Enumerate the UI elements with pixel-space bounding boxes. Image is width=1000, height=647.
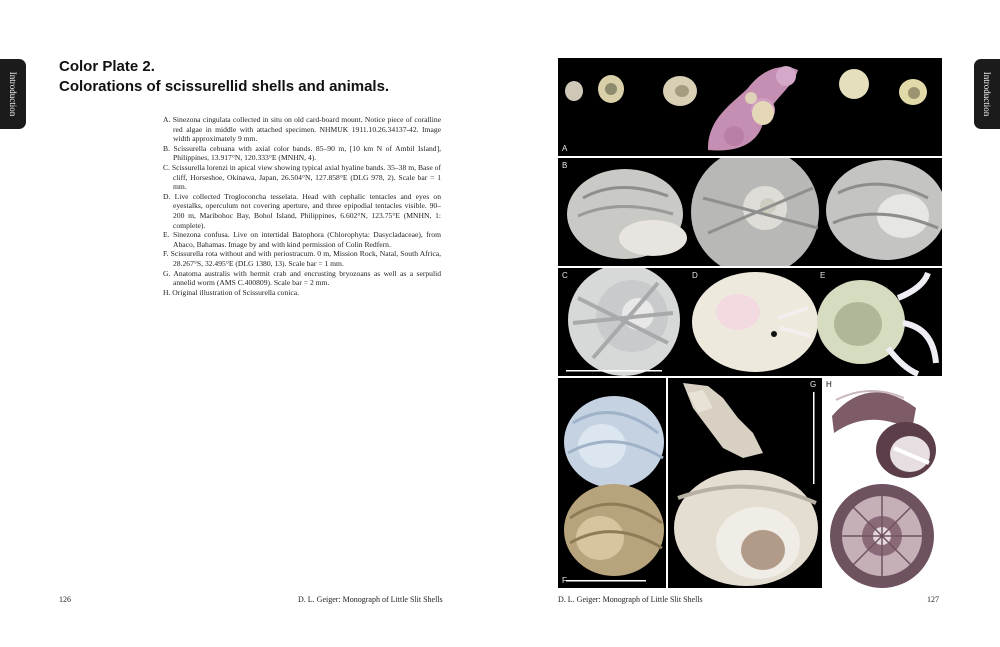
page-number-left: 126: [59, 595, 71, 604]
panel-g: [668, 378, 822, 588]
caption-list: [163, 115, 441, 297]
panel-f-image: [558, 378, 666, 588]
panel-f: [558, 378, 666, 588]
panel-a-image: [558, 58, 942, 156]
running-head-left: D. L. Geiger: Monograph of Little Slit Shells: [298, 595, 443, 604]
caption-g: G. Anatoma australis with hermit crab and encrusting bryozoans as well as a serpulid annelid worm (AMS C.400809). Scale bar = 2 mm.: [163, 268, 441, 288]
panel-cde: [558, 268, 942, 376]
panel-h: [824, 378, 942, 588]
panel-c-label: C: [562, 271, 568, 280]
panel-b: [558, 158, 942, 266]
caption-f: F. Scissurella rota without and with periostracum. 0 m, Mission Rock, Natal, South Africa, 28.267°S, 32.495°E (DLG 1380, 13). Scale bar = 1 mm.: [163, 249, 441, 268]
running-head-right: D. L. Geiger: Monograph of Little Slit Shells: [558, 595, 703, 604]
panel-b-label: B: [562, 161, 568, 170]
caption-d: D. Live collected Trogloconcha tesselata. Head with cephalic tentacles and eyes on eyestalks, operculum not covering aperture, and three epipodial tentacles visible. 90–200 m, Maribohoc Bay, Bohol Island, Philippines, 6.602°N, 123.75°E (MNHN, 1: complete).: [163, 191, 441, 230]
section-tab-left: [0, 59, 26, 129]
plate-title: [59, 57, 509, 97]
panel-d-label: D: [692, 271, 698, 280]
panel-b-image: [558, 158, 942, 266]
plate-title-line2: Colorations of scissurellid shells and animals.: [59, 78, 390, 95]
section-tab-right: [974, 59, 1000, 129]
caption-h: H. Original illustration of Scissurella conica.: [163, 287, 300, 297]
panel-g-label: G: [810, 380, 817, 389]
page-number-right: 127: [927, 595, 939, 604]
section-tab-left-label: Introduction: [8, 71, 18, 117]
panel-a: [558, 58, 942, 156]
panel-a-label: A: [562, 144, 568, 153]
panel-h-label: H: [826, 380, 832, 389]
panel-g-image: [668, 378, 822, 588]
panel-f-label: F: [562, 576, 567, 585]
panel-e-label: E: [820, 271, 826, 280]
panel-h-image: [824, 378, 942, 588]
caption-b: B. Scissurella cebuana with axial color bands. 85–90 m, [10 km N of Ambil Island], Philippines, 13.917°N, 120.333°E (MNHN, 4).: [163, 143, 441, 163]
plate-title-line1: Color Plate 2.: [59, 58, 155, 75]
section-tab-right-label: Introduction: [982, 71, 992, 117]
caption-e: E. Sinezona confusa. Live on intertidal Batophora (Chlorophyta: Dasycladaceae), from Abaco, Bahamas. Image by and with kind permission of Colin Redfern.: [163, 230, 441, 249]
color-plate: [558, 58, 942, 588]
caption-c: C. Scissurella lorenzi in apical view showing typical axial hyaline bands. 35–38 m, Base of cliff, Horseshoe, Okinawa, Japan, 26.504°N, 127.858°E (DLG 978, 2). Scale bar = 1 mm.: [163, 162, 441, 192]
caption-a: A. Sinezona cingulata collected in situ on old card-board mount. Notice piece of coralline red algae in middle with attached specimen. NHMUK 1911.10.26.34137-42. Image width approximately 9 mm.: [163, 115, 441, 144]
panel-cde-image: [558, 268, 942, 376]
